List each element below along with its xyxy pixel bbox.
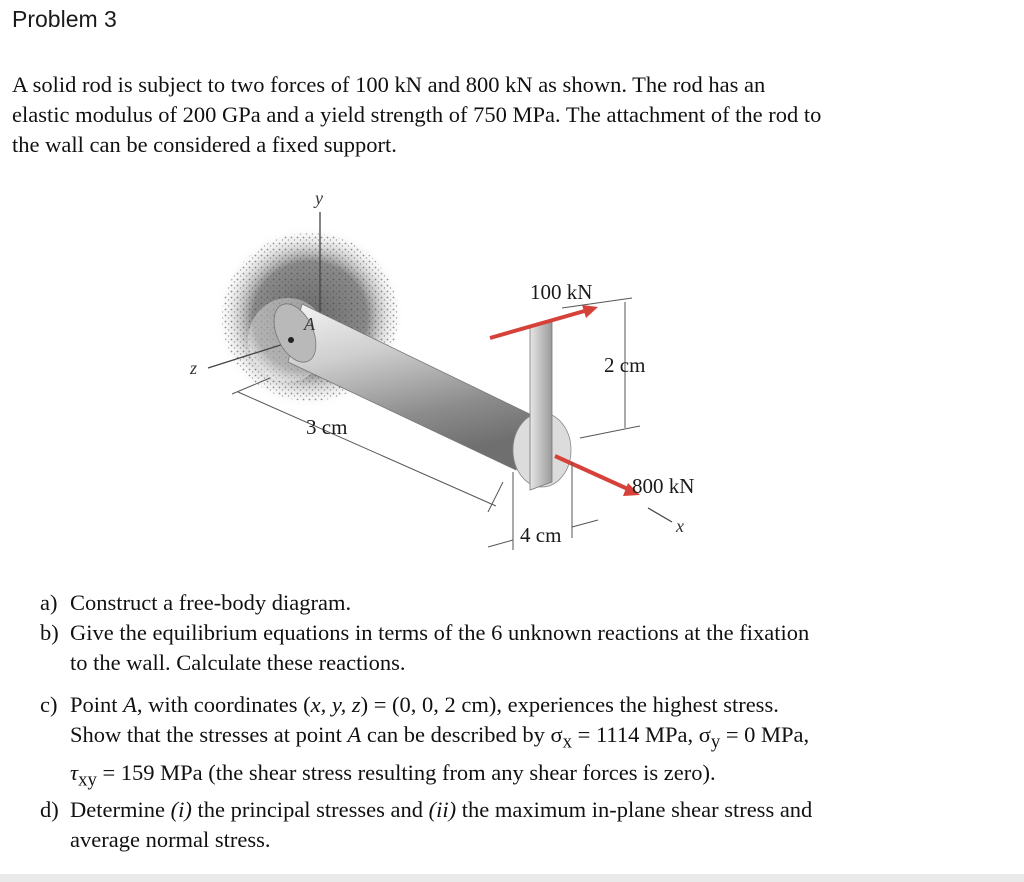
dim-3cm-label: 3 cm <box>306 415 348 439</box>
part-d-label: d) <box>40 797 59 822</box>
part-b-line-2: to the wall. Calculate these reactions. <box>70 650 406 675</box>
x-axis <box>648 508 684 536</box>
force-800kn-label: 800 kN <box>632 474 695 498</box>
part-b-label: b) <box>40 620 59 645</box>
part-c-line-1: Point A, with coordinates (x, y, z) = (0, 0, 2 cm), experiences the highest stress. <box>70 692 779 717</box>
part-d <box>40 795 1015 855</box>
problem-title: Problem 3 <box>12 6 117 32</box>
statement-line-2: elastic modulus of 200 GPa and a yield strength of 750 MPa. The attachment of the rod to <box>12 102 822 127</box>
rod-diagram <box>170 182 730 572</box>
dim-2cm <box>562 298 645 438</box>
part-c-line-3: $\tau_{xy} = 159$ MPa (the shear stress resulting from any shear forces is zero). <box>70 759 716 790</box>
question-parts <box>40 588 1015 855</box>
force-800kn <box>555 456 694 498</box>
part-a-text: Construct a free-body diagram. <box>70 590 352 615</box>
part-c-line-2: Show that the stresses at point A can be described by $\sigma_x = 1114$ MPa, $\sigma_y = 0$ MPa, <box>70 722 810 753</box>
part-c <box>40 690 1015 795</box>
rod-figure <box>170 182 730 572</box>
part-a-label: a) <box>40 590 58 615</box>
part-a <box>40 588 1015 618</box>
part-d-line-2: average normal stress. <box>70 827 271 852</box>
statement-line-1: A solid rod is subject to two forces of 100 kN and 800 kN as shown. The rod has an <box>12 72 766 97</box>
part-b <box>40 618 1015 678</box>
z-axis-label: z <box>190 358 198 378</box>
dim-4cm-label: 4 cm <box>520 523 562 547</box>
dim-2cm-label: 2 cm <box>604 353 646 377</box>
y-axis-label: y <box>315 188 323 208</box>
part-d-line-1: Determine (i) the principal stresses and (ii) the maximum in-plane shear stress and <box>70 797 813 822</box>
point-a-label: A <box>304 314 315 334</box>
bottom-strip <box>0 874 1024 882</box>
part-b-line-1: Give the equilibrium equations in terms of the 6 unknown reactions at the fixation <box>70 620 810 645</box>
problem-statement <box>12 70 1012 160</box>
part-c-label: c) <box>40 692 58 717</box>
force-100kn-label: 100 kN <box>530 280 593 304</box>
x-axis-label: x <box>676 516 684 536</box>
statement-line-3: the wall can be considered a fixed support. <box>12 132 397 157</box>
